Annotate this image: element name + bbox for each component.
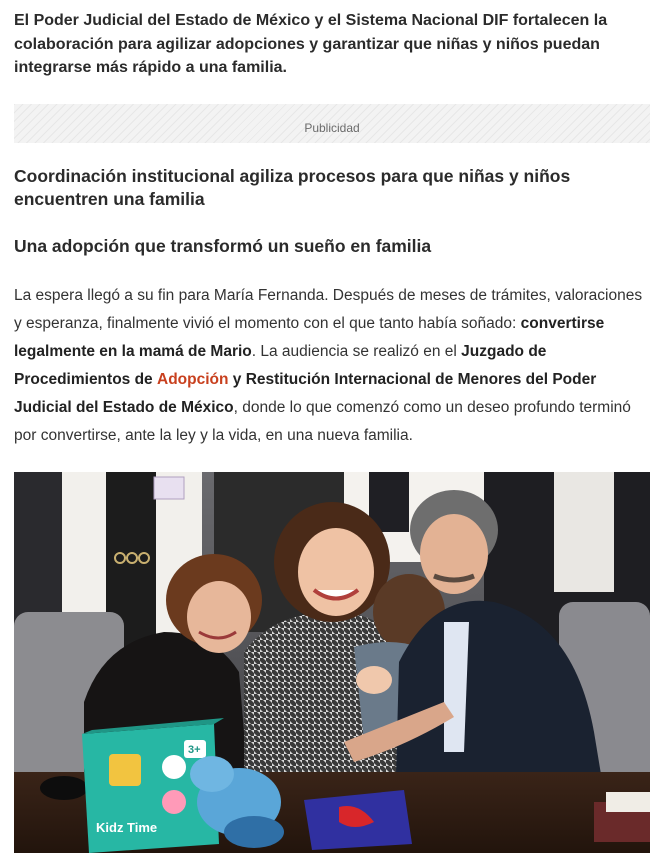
toy-box-age: 3+ <box>188 744 201 756</box>
ad-placeholder <box>14 104 650 143</box>
section-heading: Una adopción que transformó un sueño en familia <box>14 235 432 256</box>
paragraph-bold-2: Juzgado de Procedimientos de <box>14 343 547 388</box>
article-lead: El Poder Judicial del Estado de México y el Sistema Nacional DIF fortalecen la colaboración para agilizar adopciones y garantizar que niñas y niños puedan integrarse más rápido a una familia. <box>14 12 608 76</box>
family-hug-photo <box>14 472 650 853</box>
article-photo <box>14 472 650 853</box>
ad-label: Publicidad <box>304 121 360 135</box>
article <box>14 0 650 450</box>
paragraph-bold-3: y Restitución Internacional de Menores del Poder Judicial del Estado de México <box>14 371 597 416</box>
toy-box-brand: Kidz Time <box>96 820 158 835</box>
adopcion-link[interactable]: Adopción <box>157 371 229 388</box>
paragraph-text-2: . La audiencia se realizó en el <box>251 343 462 360</box>
paragraph-text-3: , donde lo que comenzó como un deseo profundo terminó por convertirse, ante la ley y la vida, en una nueva familia. <box>14 399 631 444</box>
paragraph-text-1: La espera llegó a su fin para María Fernanda. Después de meses de trámites, valoraciones y esperanza, finalmente vivió el momento con el que tanto había soñado: <box>14 287 643 332</box>
paragraph-bold-1: convertirse legalmente en la mamá de Mario <box>14 315 605 360</box>
article-paragraph <box>14 282 650 450</box>
article-subheading: Coordinación institucional agiliza procesos para que niñas y niños encuentren una familia <box>14 165 571 209</box>
